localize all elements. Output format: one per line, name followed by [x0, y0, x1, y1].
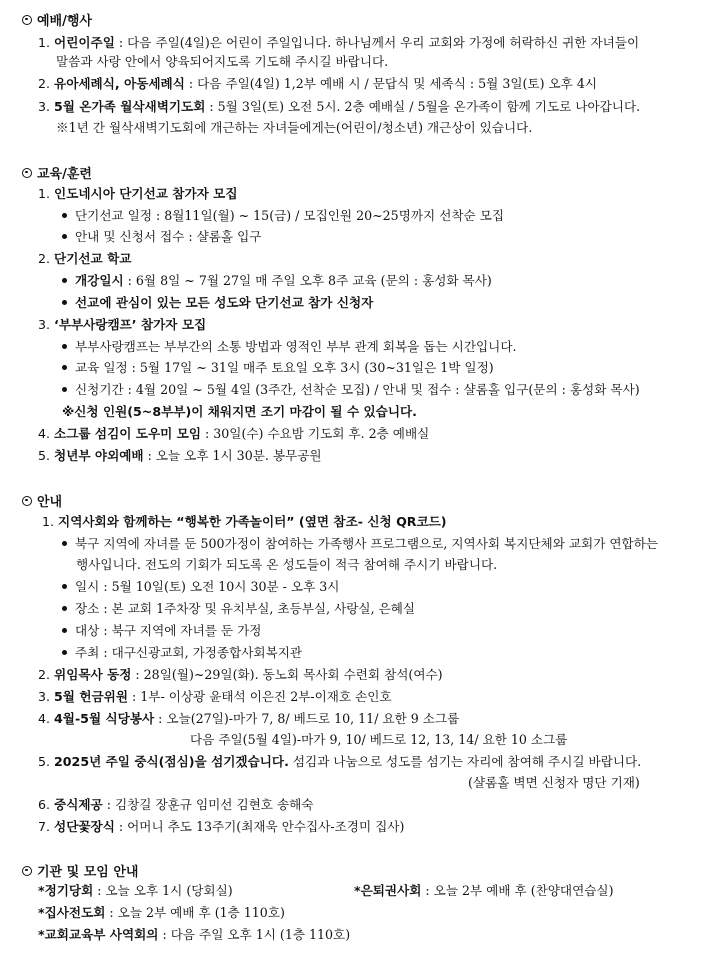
- dot-bullet-icon: [62, 541, 67, 546]
- section-title: 안내: [37, 495, 63, 510]
- dot-bullet-icon: [62, 628, 67, 633]
- item-heading: 2025년 주일 중식(점심)을 섬기겠습니다.: [54, 754, 289, 769]
- item-heading: 유아세례식, 아동세례식: [54, 76, 185, 91]
- item-heading: ‘부부사랑캠프’ 참가자 모집: [54, 317, 207, 332]
- item-continuation: 다음 주일(5월 4일)-마가 9, 10/ 베드로 12, 13, 14/ 요한 10 소그룹: [190, 732, 568, 747]
- item-heading: 인도네시아 단기선교 참가자 모집: [54, 186, 238, 201]
- item-small-group: 4. 소그룹 섬김이 도우미 모임 : 30일(수) 수요밤 기도회 후. 2층 예배실: [38, 426, 430, 441]
- dot-bullet-icon: [62, 606, 67, 611]
- meeting-session: *정기당회 : 오늘 오후 1시 (당회실): [38, 883, 233, 898]
- item-family-playground: 1. 지역사회와 함께하는 “행복한 가족놀이터” (옆면 참조- 신청 QR코드): [42, 514, 447, 529]
- dot-bullet-icon: [62, 584, 67, 589]
- item-lunch-provided: 6. 중식제공 : 김창길 장훈규 임미선 김현호 송해숙: [38, 797, 314, 812]
- item-youth-outdoor: 5. 청년부 야외예배 : 오늘 오후 1시 30분. 봉무공원: [38, 448, 322, 463]
- item-cafeteria-service: 4. 4월-5월 식당봉사 : 오늘(27일)-마가 7, 8/ 베드로 10, 11/ 요한 9 소그룹: [38, 711, 460, 726]
- item-heading: 중식제공: [54, 797, 103, 812]
- bullet-line: 주최 : 대구신광교회, 가정종합사회복지관: [62, 645, 302, 661]
- dot-bullet-icon: [62, 650, 67, 655]
- bullet-line: 신청기간 : 4월 20일 ~ 5월 4일 (3주간, 선착순 모집) / 안내 및 접수 : 샬롬홀 입구(문의 : 홍성화 목사): [62, 382, 640, 398]
- item-heading: 단기선교 학교: [54, 251, 132, 266]
- section-title: 예배/행사: [37, 14, 92, 29]
- item-heading: 청년부 야외예배: [54, 448, 144, 463]
- section-notice-heading: [22, 491, 62, 510]
- circle-bullet-icon: [22, 496, 32, 506]
- item-heading: 성단꽃장식: [54, 819, 115, 834]
- dot-bullet-icon: [62, 365, 67, 370]
- bullet-line: 개강일시 : 6월 8일 ~ 7월 27일 매 주일 오후 8주 교육 (문의 : 홍성화 목사): [62, 273, 492, 289]
- item-mission-school: 2. 단기선교 학교: [38, 251, 132, 266]
- bullet-continuation: 행사입니다. 전도의 기회가 되도록 온 성도들이 적극 참여해 주시기 바랍니다.: [76, 557, 498, 572]
- meeting-deacon-evangelism: *집사전도회 : 오늘 2부 예배 후 (1층 110호): [38, 905, 285, 920]
- item-indonesia-mission: 1. 인도네시아 단기선교 참가자 모집: [38, 186, 238, 201]
- section-title: 교육/훈련: [37, 167, 92, 182]
- item-altar-flowers: 7. 성단꽃장식 : 어머니 추도 13주기(최재욱 안수집사-조경미 집사): [38, 819, 405, 834]
- bullet-line: 북구 지역에 자녀를 둔 500가정이 참여하는 가족행사 프로그램으로, 지역사회 복지단체와 교회가 연합하는: [62, 536, 658, 552]
- bullet-line: 대상 : 북구 지역에 자녀를 둔 가정: [62, 623, 261, 639]
- item-dawn-prayer: 3. 5월 온가족 월삭새벽기도회 : 5월 3일(토) 오전 5시. 2층 예배실 / 5월을 온가족이 함께 기도로 나아갑니다.: [38, 99, 641, 114]
- item-note: ※신청 인원(5~8부부)이 채워지면 조기 마감이 될 수 있습니다.: [62, 404, 417, 419]
- section-education-heading: [22, 163, 92, 182]
- item-pastor-schedule: 2. 위임목사 동정 : 28일(월)~29일(화). 동노회 목사회 수련회 참석(여수): [38, 667, 443, 682]
- dot-bullet-icon: [62, 213, 67, 218]
- bullet-line: 부부사랑캠프는 부부간의 소통 방법과 영적인 부부 관계 회복을 돕는 시간입니다.: [62, 339, 517, 355]
- item-childrens-day: 1. 어린이주일 : 다음 주일(4일)은 어린이 주일입니다. 하나님께서 우리 교회와 가정에 허락하신 귀한 자녀들이: [38, 35, 640, 50]
- item-continuation: (샬롬홀 벽면 신청자 명단 기재): [468, 775, 640, 790]
- circle-bullet-icon: [22, 866, 32, 876]
- item-heading: 지역사회와 함께하는 “행복한 가족놀이터” (옆면 참조- 신청 QR코드): [58, 514, 447, 529]
- circle-bullet-icon: [22, 168, 32, 178]
- dot-bullet-icon: [62, 234, 67, 239]
- bullet-line: 일시 : 5월 10일(토) 오전 10시 30분 - 오후 3시: [62, 579, 339, 595]
- item-baptism: 2. 유아세례식, 아동세례식 : 다음 주일(4일) 1,2부 예배 시 / 문답식 및 세족식 : 5월 3일(토) 오후 4시: [38, 76, 598, 91]
- bullet-line: 교육 일정 : 5월 17일 ~ 31일 매주 토요일 오후 3시 (30~31일은 1박 일정): [62, 360, 494, 376]
- item-continuation: 말씀과 사랑 안에서 양육되어지도록 기도해 주시길 바랍니다.: [56, 54, 389, 69]
- item-lunch-service: 5. 2025년 주일 중식(점심)을 섬기겠습니다. 섬김과 나눔으로 성도를 섬기는 자리에 참여해 주시길 바랍니다.: [38, 754, 642, 769]
- bullet-line: 안내 및 신청서 접수 : 샬롬홀 입구: [62, 229, 261, 245]
- dot-bullet-icon: [62, 278, 67, 283]
- meeting-retired-deaconess: *은퇴권사회 : 오늘 2부 예배 후 (찬양대연습실): [354, 883, 614, 898]
- item-heading: 5월 온가족 월삭새벽기도회: [54, 99, 206, 114]
- section-worship-events-heading: [22, 10, 92, 29]
- item-couples-camp: 3. ‘부부사랑캠프’ 참가자 모집: [38, 317, 207, 332]
- item-offering-committee: 3. 5월 헌금위원 : 1부- 이상광 윤태석 이은진 2부-이재호 손인호: [38, 689, 392, 704]
- bullet-line: 단기선교 일정 : 8월11일(월) ~ 15(금) / 모집인원 20~25명까지 선착순 모집: [62, 208, 504, 224]
- dot-bullet-icon: [62, 300, 67, 305]
- dot-bullet-icon: [62, 387, 67, 392]
- bullet-line: 장소 : 본 교회 1주차장 및 유치부실, 초등부실, 사랑실, 은혜실: [62, 601, 415, 617]
- item-heading: 4월-5월 식당봉사: [54, 711, 155, 726]
- item-heading: 위임목사 동정: [54, 667, 132, 682]
- item-heading: 어린이주일: [54, 35, 115, 50]
- section-title: 기관 및 모임 안내: [37, 865, 139, 880]
- bullet-line: 선교에 관심이 있는 모든 성도와 단기선교 참가 신청자: [62, 295, 373, 311]
- section-meetings-heading: [22, 861, 138, 880]
- meeting-education-ministry: *교회교육부 사역회의 : 다음 주일 오후 1시 (1층 110호): [38, 927, 351, 942]
- circle-bullet-icon: [22, 15, 32, 25]
- item-heading: 소그룹 섬김이 도우미 모임: [54, 426, 202, 441]
- dot-bullet-icon: [62, 344, 67, 349]
- item-heading: 5월 헌금위원: [54, 689, 129, 704]
- item-note: ※1년 간 월삭새벽기도회에 개근하는 자녀들에게는(어린이/청소년) 개근상이 있습니다.: [56, 120, 533, 135]
